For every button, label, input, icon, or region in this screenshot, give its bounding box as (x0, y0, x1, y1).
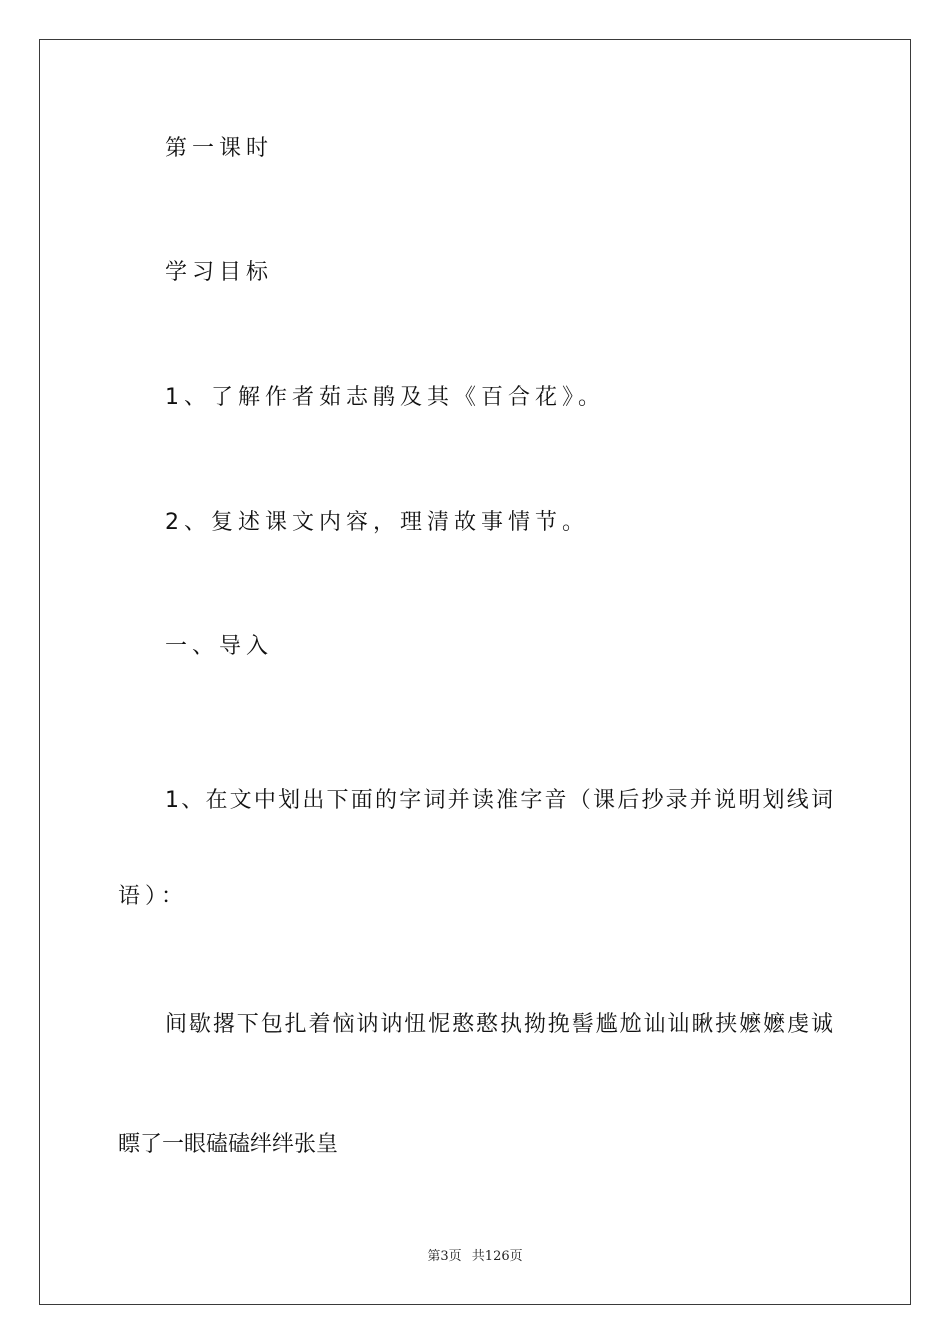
objective-item-2: 2、复述课文内容，理清故事情节。 (165, 510, 589, 535)
instruction-line-1: 1、在文中划出下面的字词并读准字音（课后抄录并说明划线词 (165, 788, 833, 813)
objective-item-1: 1、了解作者茹志鹃及其《百合花》。 (165, 385, 605, 410)
instruction-line-2: 语）： (118, 884, 189, 909)
lesson-heading: 第一课时 (165, 136, 274, 161)
page-footer (0, 1248, 950, 1266)
page-number: 第3页 (427, 1249, 462, 1264)
section-heading-intro: 一、导入 (165, 634, 274, 659)
page-total: 共126页 (471, 1249, 523, 1264)
section-heading-objectives: 学习目标 (165, 260, 274, 285)
vocabulary-line-1: 间歇撂下包扎着恼讷讷忸怩憨憨执拗挽髻尴尬讪讪瞅挟嬷嬷虔诚 (165, 1012, 833, 1037)
page-border (39, 39, 911, 1305)
vocabulary-line-2: 瞟了一眼磕磕绊绊张皇 (118, 1132, 339, 1157)
